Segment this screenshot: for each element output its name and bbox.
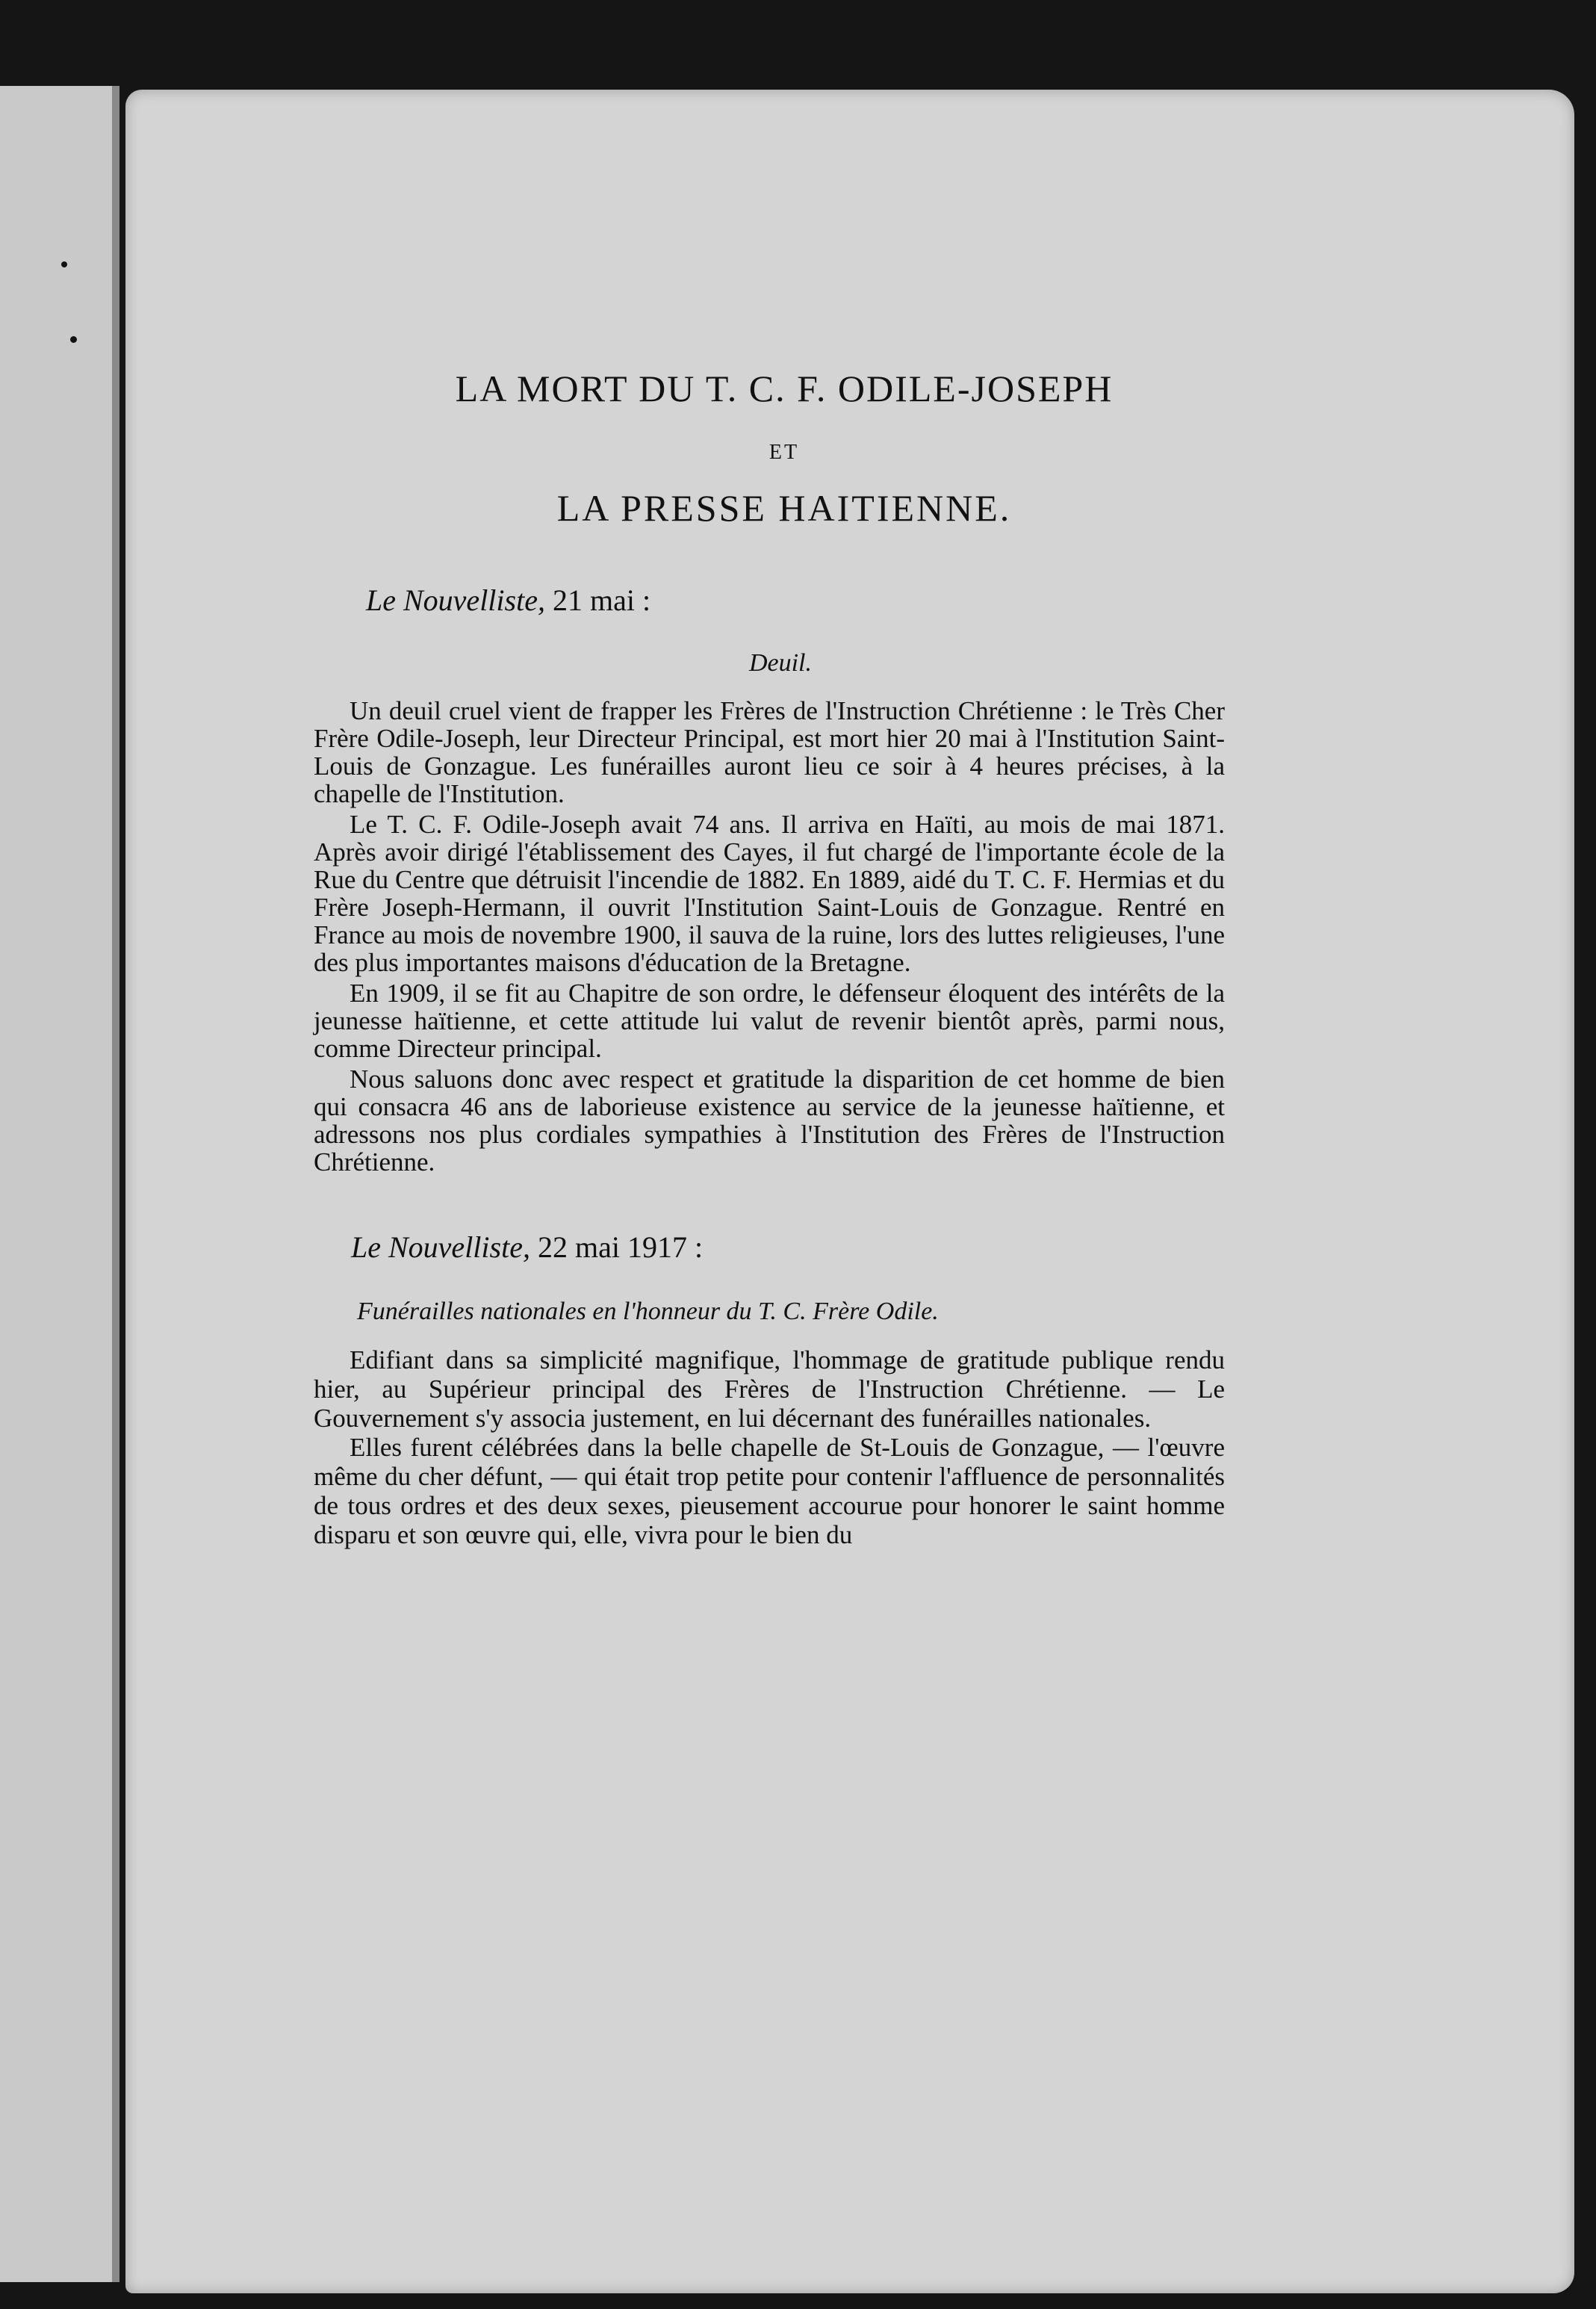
article-2-heading: Funérailles nationales en l'honneur du T. C. Frère Odile. xyxy=(357,1298,939,1325)
article-2-source xyxy=(351,1230,1225,1265)
article-1-paragraph: Un deuil cruel vient de frapper les Frères de l'Instruction Chrétienne : le Très Cher Frère Odile-Joseph, leur Directeur Principal, est mort hier 20 mai à l'Institution Saint-Louis de Gonzague. Les funérailles auront lieu ce soir à 4 heures précises, à la chapelle de l'Institution. xyxy=(314,696,1225,808)
article-1-paragraph: Nous saluons donc avec respect et gratitude la disparition de cet homme de bien qui consacra 46 ans de laborieuse existence au service de la jeunesse haïtienne, et adressons nos plus cordiales sympathies à l'Institution des Frères de l'Instruction Chrétienne. xyxy=(314,1064,1225,1177)
article-2-source-date: 22 mai 1917 : xyxy=(537,1230,704,1264)
page-content xyxy=(314,351,1225,1549)
article-1-source-name: Le Nouvelliste, xyxy=(366,583,545,617)
article-1-paragraph: Le T. C. F. Odile-Joseph avait 74 ans. Il arriva en Haïti, au mois de mai 1871. Après avoir dirigé l'établissement des Cayes, il fut chargé de l'importante école de la Rue du Centre que détruisit l'incendie de 1882. En 1889, aidé du T. C. F. Hermias et du Frère Joseph-Hermann, il ouvrit l'Institution Saint-Louis de Gonzague. Rentré en France au mois de novembre 1900, il sauva de la ruine, lors des luttes religieuses, l'une des plus importantes maisons d'éducation de la Bretagne. xyxy=(314,810,1225,977)
title-block xyxy=(344,366,1225,530)
article-2-paragraph: Edifiant dans sa simplicité magnifique, l'hommage de gratitude publique rendu hier, au Supérieur principal des Frères de l'Instruction Chrétienne. — Le Gouvernement s'y associa justement, en lui décernant des funérailles nationales. xyxy=(314,1345,1225,1433)
scan-speck xyxy=(61,261,67,267)
title-line-1: LA MORT DU T. C. F. ODILE-JOSEPH xyxy=(455,368,1114,409)
facing-page-edge xyxy=(0,86,119,2282)
article-2-source-name: Le Nouvelliste, xyxy=(351,1230,530,1264)
article-1-heading: Deuil. xyxy=(748,649,813,677)
article-2-paragraph: Elles furent célébrées dans la belle chapelle de St-Louis de Gonzague, — l'œuvre même du cher défunt, — qui était trop petite pour contenir l'affluence de personnalités de tous ordres et des deux sexes, pieusement accourue pour honorer le saint homme disparu et son œuvre qui, elle, vivra pour le bien du xyxy=(314,1433,1225,1549)
article-1-paragraph: En 1909, il se fit au Chapitre de son ordre, le défenseur éloquent des intérêts de la jeunesse haïtienne, et cette attitude lui valut de revenir bientôt après, parmi nous, comme Directeur principal. xyxy=(314,979,1225,1063)
title-connector: ET xyxy=(768,441,800,464)
section-divider-space xyxy=(314,1179,1225,1230)
article-1-source-date: 21 mai : xyxy=(552,583,651,617)
title-line-2: LA PRESSE HAITIENNE. xyxy=(556,487,1012,529)
article-1-source xyxy=(366,583,1225,618)
scan-speck xyxy=(70,336,77,343)
